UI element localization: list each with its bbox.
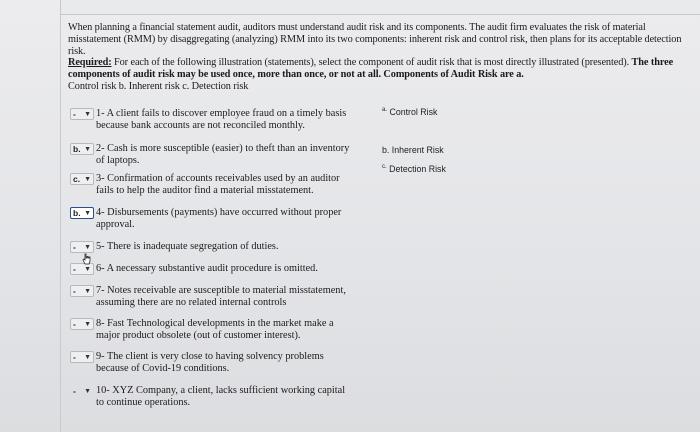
answer-select-2[interactable]: b. ▼ [70, 143, 94, 155]
item-2-line1: 2- Cash is more susceptible (easier) to theft than an inventory [96, 143, 350, 154]
item-9-line2: because of Covid-19 conditions. [96, 362, 230, 374]
instructions-text: For each of the following illustration (statements), select the component of audit risk that is most directly illustrated (presented). [111, 57, 632, 69]
item-6-line1: 6- A necessary substantive audit procedure is omitted. [96, 263, 318, 274]
components-list: Control risk b. Inherent risk c. Detection risk [68, 80, 249, 92]
chevron-down-icon: ▼ [84, 243, 91, 251]
item-3-line2: fails to help the auditor find a material misstatement. [96, 184, 314, 196]
item-1-line2: because bank accounts are not reconciled monthly. [96, 119, 305, 131]
answer-select-1[interactable]: - ▼ [70, 108, 94, 120]
question-item-6 [70, 263, 318, 275]
option-b: b. Inherent Risk [382, 145, 444, 155]
item-10-line2: to continue operations. [96, 396, 191, 408]
question-item-4 [70, 207, 341, 230]
chevron-down-icon: ▼ [84, 209, 91, 217]
question-item-1 [70, 108, 346, 131]
question-item-7 [70, 285, 346, 308]
answer-select-7[interactable]: - ▼ [70, 285, 94, 297]
question-intro [68, 22, 693, 93]
chevron-down-icon: ▼ [84, 265, 91, 273]
chevron-down-icon: ▼ [84, 320, 91, 328]
chevron-down-icon: ▼ [84, 110, 91, 118]
question-item-3 [70, 173, 340, 196]
item-8-line2: major product obsolete (out of customer interest). [96, 329, 301, 341]
intro-paragraph: When planning a financial statement audit, auditors must understand audit risk and its components. The audit firm evaluates the risk of material misstatement (RMM) by disaggregating (analyzing) RMM into its two components: inherent risk and control risk, then plans for its acceptable detection risk. [68, 22, 682, 57]
item-10-line1: 10- XYZ Company, a client, lacks sufficient working capital [96, 385, 346, 396]
option-c: $^{c.}$ Detection Risk [382, 164, 446, 174]
answer-select-4[interactable]: b. ▼ [70, 207, 94, 219]
question-item-10 [70, 385, 345, 408]
answer-select-10[interactable]: - ▼ [73, 386, 91, 396]
answer-select-8[interactable]: - ▼ [70, 318, 94, 330]
hand-cursor-icon [82, 253, 92, 265]
item-3-line1: 3- Confirmation of accounts receivables used by an auditor [96, 173, 340, 184]
question-item-5 [70, 241, 279, 253]
question-item-2 [70, 143, 349, 166]
item-4-line2: approval. [96, 218, 135, 230]
item-5-line1: 5- There is inadequate segregation of duties. [96, 241, 279, 252]
left-frame-border [60, 14, 61, 432]
answer-select-6[interactable]: - ▼ [70, 263, 94, 275]
question-item-8 [70, 318, 334, 341]
chevron-down-icon: ▼ [84, 387, 91, 395]
item-7-line2: assuming there are no related internal controls [96, 296, 287, 308]
answer-select-3[interactable]: c. ▼ [70, 173, 94, 185]
item-4-line1: 4- Disbursements (payments) have occurred without proper [96, 207, 342, 218]
item-7-line1: 7- Notes receivable are susceptible to material misstatement, [96, 285, 346, 296]
item-8-line1: 8- Fast Technological developments in the market make a [96, 318, 334, 329]
chevron-down-icon: ▼ [84, 145, 91, 153]
item-1-line1: 1- A client fails to discover employee fraud on a timely basis [96, 108, 347, 119]
instructions-bold-text: The three components of audit risk may be used once, more than once, or not at all. Components of Audit Risk are a. [68, 57, 674, 81]
answer-select-5[interactable]: - ▼ [70, 241, 94, 253]
chevron-down-icon: ▼ [84, 353, 91, 361]
chevron-down-icon: ▼ [84, 287, 91, 295]
answer-select-9[interactable]: - ▼ [70, 351, 94, 363]
item-9-line1: 9- The client is very close to having solvency problems [96, 351, 324, 362]
required-label: Required: [68, 57, 112, 69]
option-a: $^{a.}$ Control Risk [382, 107, 438, 117]
chevron-down-icon: ▼ [84, 175, 91, 183]
top-frame [60, 0, 700, 15]
item-2-line2: of laptops. [96, 154, 140, 166]
question-item-9 [70, 351, 324, 374]
